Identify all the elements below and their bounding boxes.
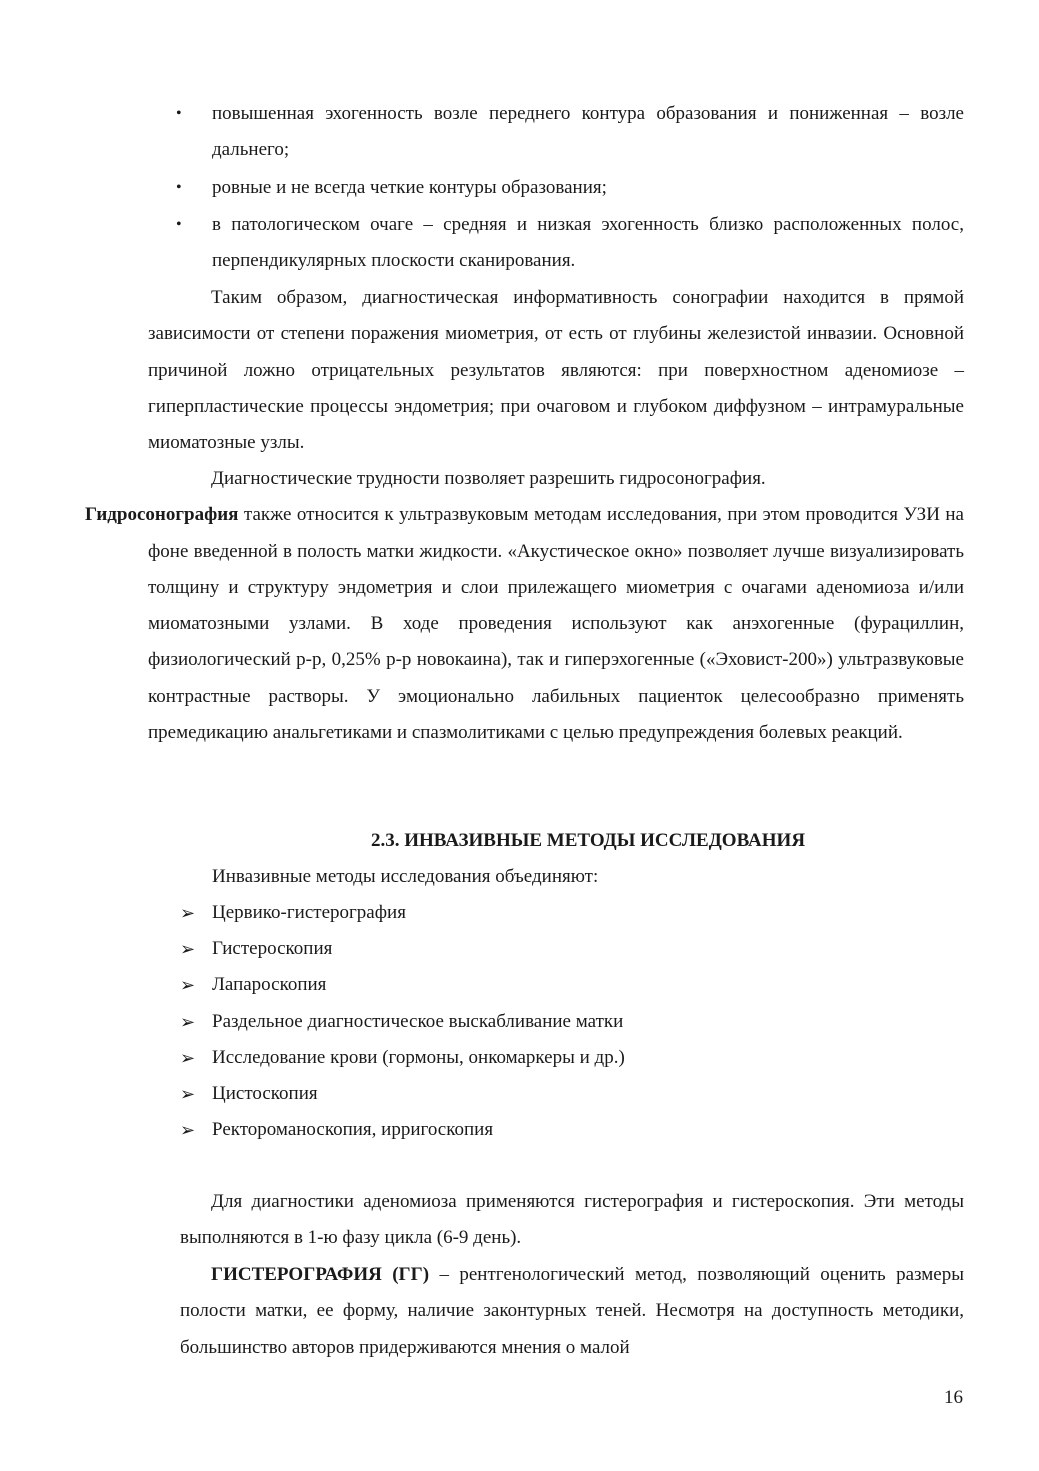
method-label: Лапароскопия xyxy=(212,974,327,996)
list-item xyxy=(180,1076,625,1112)
list-item xyxy=(180,967,625,1003)
section-heading: 2.3. ИНВАЗИВНЫЕ МЕТОДЫ ИССЛЕДОВАНИЯ xyxy=(370,830,806,851)
method-label: Гистероскопия xyxy=(212,938,333,960)
intro-text: Инвазивные методы исследования объединяют: xyxy=(212,866,599,887)
bullet-text: ровные и не всегда четкие контуры образования; xyxy=(212,177,607,198)
term-hydrosonography: Гидросонография xyxy=(85,504,239,526)
paragraph-hysterography xyxy=(180,1257,964,1366)
paragraph-body: – рентгенологический метод, позволяющий оценить размеры полости матки, ее форму, наличие законтурных теней. Несмотря на доступность методики, большинство авторов придерживаются мнения о малой xyxy=(180,1264,964,1358)
method-label: Исследование крови (гормоны, онкомаркеры и др.) xyxy=(212,1046,625,1068)
bullet-text: в патологическом очаге – средняя и низкая эхогенность близко расположенных полос, перпендикулярных плоскости сканирования. xyxy=(212,214,964,271)
paragraph-body: также относится к ультразвуковым методам исследования, при этом проводится УЗИ на фоне введенной в полость матки жидкости. «Акустическое окно» позволяет лучше визуализировать толщину и структуру эндометрия и слои прилежащего миометрия с очагами аденомиоза и/или миоматозными узлами. В ходе проведения используют как анэхогенные (фурациллин, физиологический р-р, 0,25% р-р новокаина), так и гиперэхогенные («Эховист-200») ультразвуковые контрастные растворы. У эмоционально лабильных пациенток целесообразно применять премедикацию анальгетиками и спазмолитиками с целью предупреждения болевых реакций. xyxy=(148,504,964,744)
arrow-icon: ➢ xyxy=(180,1084,196,1105)
list-item xyxy=(180,895,625,931)
paragraph-diagnostics: Для диагностики аденомиоза применяются гистерография и гистероскопия. Эти методы выполняются в 1-ю фазу цикла (6-9 день). xyxy=(180,1191,964,1249)
paragraph-hydrosonography xyxy=(85,461,964,751)
bullet-text: повышенная эхогенность возле переднего контура образования и пониженная – возле дальнего; xyxy=(212,103,964,160)
method-label: Цервико-гистерография xyxy=(212,902,406,923)
paragraph-lead: Диагностические трудности позволяет разрешить гидросонография. xyxy=(211,468,766,489)
methods-list xyxy=(180,895,625,1148)
arrow-icon: ➢ xyxy=(180,1120,196,1141)
list-item xyxy=(180,1112,625,1148)
method-label: Раздельное диагностическое выскабливание матки xyxy=(212,1010,624,1032)
method-label: Ректороманоскопия, ирригоскопия xyxy=(212,1119,494,1141)
bullet-item xyxy=(176,170,964,206)
arrow-icon: ➢ xyxy=(180,975,196,996)
arrow-icon: ➢ xyxy=(180,1011,196,1032)
term-hysterography: ГИСТЕРОГРАФИЯ (ГГ) xyxy=(211,1264,430,1285)
arrow-icon: ➢ xyxy=(180,939,196,960)
arrow-icon: ➢ xyxy=(180,903,196,923)
list-item xyxy=(180,931,625,967)
bullet-item xyxy=(176,207,964,279)
list-item xyxy=(180,1004,625,1040)
arrow-icon: ➢ xyxy=(180,1047,196,1068)
list-item xyxy=(180,1040,625,1076)
bullet-item xyxy=(176,96,964,168)
bullet-marker: • xyxy=(176,105,182,122)
paragraph-informativeness: Таким образом, диагностическая информативность сонографии находится в прямой зависимости от степени поражения миометрия, от есть от глубины железистой инвазии. Основной причиной ложно отрицательных результатов являются: при поверхностном аденомиозе – гиперпластические процессы эндометрия; при очаговом и глубоком диффузном – интрамуральные миоматозные узлы. xyxy=(148,287,964,454)
page-number: 16 xyxy=(944,1387,963,1408)
bullet-marker: • xyxy=(176,179,182,196)
bullet-marker: • xyxy=(176,216,182,233)
method-label: Цистоскопия xyxy=(212,1083,318,1105)
